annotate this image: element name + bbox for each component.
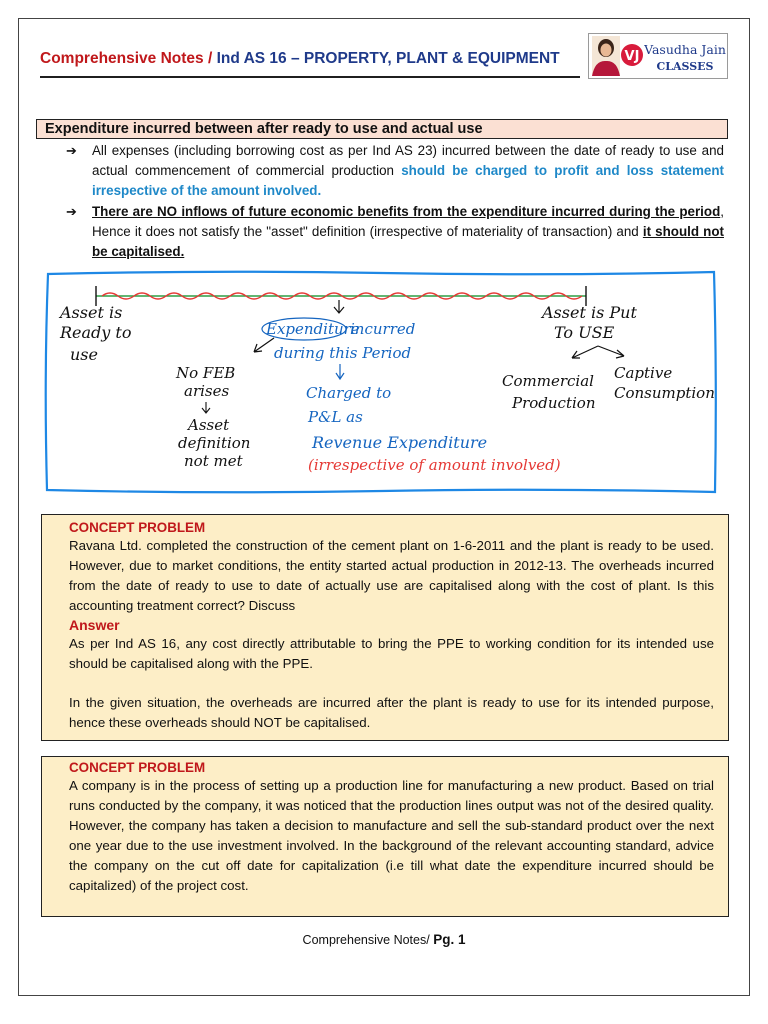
svg-text:(irrespective of amount involv: (irrespective of amount involved) [308, 456, 561, 474]
concept-problem-box [41, 514, 729, 741]
bullet1-text: All expenses (including borrowing cost as per Ind AS 23) incurred between the date of ready to use and actual commencement of commercial production [92, 143, 724, 178]
svg-text:arises: arises [184, 382, 230, 400]
arrow-bullet-icon: ➔ [66, 143, 77, 158]
svg-text:Asset: Asset [188, 416, 230, 434]
svg-text:Consumption: Consumption [614, 384, 715, 402]
svg-text:during this Period: during this Period [274, 344, 412, 362]
svg-text:Revenue Expenditure: Revenue Expenditure [312, 433, 488, 452]
header-rule [40, 76, 580, 78]
logo-name: Vasudha Jain [644, 42, 726, 57]
svg-text:Asset is: Asset is [60, 303, 123, 322]
bullet-list [66, 141, 724, 262]
bullet1-highlight: should be charged to profit and loss statement irrespective of the amount involved. [92, 163, 724, 198]
page-footer [0, 932, 768, 947]
svg-text:Asset is Put: Asset is Put [542, 303, 637, 322]
svg-text:not met: not met [184, 452, 243, 470]
concept-problem-title: CONCEPT PROBLEM [69, 520, 206, 535]
bullet2-bold-end: it should not be capitalised. [92, 224, 724, 259]
svg-text:VJ: VJ [624, 49, 640, 64]
svg-text:To USE: To USE [554, 323, 615, 342]
footer-label: Comprehensive Notes/ [302, 933, 430, 947]
answer-paragraph: In the given situation, the overheads are incurred after the plant is ready to use for its intended purpose, hence these overheads should NOT be capitalised. [69, 695, 714, 730]
svg-text:Charged to: Charged to [306, 384, 392, 402]
svg-text:use: use [70, 345, 98, 364]
title-prefix: Comprehensive Notes / [40, 50, 213, 67]
section-heading: Expenditure incurred between after ready to use and actual use [36, 119, 728, 139]
vj-mark [621, 44, 643, 66]
problem-text: Ravana Ltd. completed the construction of the cement plant on 1-6-2011 and the plant is ready to be used. However, due to market conditions, the entity started actual production in 2012-13. The overheads incurred from the date of ready to use to date of actually use are capitalised along with the cost of plant. Is this accounting treatment correct? Discuss [69, 538, 714, 613]
svg-text:Expenditure: Expenditure [266, 320, 360, 338]
svg-text:Production: Production [512, 394, 596, 412]
bullet2-bold: There are NO inflows of future economic benefits from the expenditure incurred during the period [92, 204, 721, 219]
svg-text:Ready to: Ready to [60, 323, 132, 342]
page-title [40, 50, 580, 68]
arrow-bullet-icon: ➔ [66, 204, 77, 219]
svg-text:P&L as: P&L as [308, 408, 363, 426]
title-topic: Ind AS 16 – PROPERTY, PLANT & EQUIPMENT [216, 50, 560, 67]
svg-text:Commercial: Commercial [502, 372, 594, 390]
problem-text: A company is in the process of setting up a production line for manufacturing a new product. Based on trial runs conducted by the company, it was noticed that the production lines output was not of the desired quality. However, the company has taken a decision to manufacture and sell the sub-standard product over the next one year due to the use investment involved. In the background of the relevant accounting standard, advice the company on the cut off date for capitalization (i.e till what date the expenditure incurred should be capitalized) of the project cost. [69, 778, 714, 893]
vasudha-jain-logo [588, 33, 728, 79]
bullet-item [66, 141, 724, 201]
timeline-sketch [42, 268, 720, 496]
concept-problem-box [41, 756, 729, 917]
logo-sub: CLASSES [656, 60, 714, 73]
svg-text:Captive: Captive [614, 364, 673, 382]
answer-paragraph: As per Ind AS 16, any cost directly attributable to bring the PPE to working condition for its intended use should be capitalised along with the PPE. [69, 636, 714, 671]
page-number: Pg. 1 [433, 932, 466, 947]
bullet2-text: , Hence it does not satisfy the "asset" definition (irrespective of materiality of transaction) and [92, 204, 724, 239]
svg-text:definition: definition [178, 434, 251, 452]
answer-label: Answer [69, 617, 120, 633]
presenter-photo [592, 36, 620, 76]
svg-text:No FEB: No FEB [176, 364, 236, 382]
page-header [40, 50, 580, 76]
bullet-item [66, 202, 724, 262]
concept-problem-title: CONCEPT PROBLEM [69, 760, 206, 775]
svg-text:incurred: incurred [350, 320, 416, 338]
